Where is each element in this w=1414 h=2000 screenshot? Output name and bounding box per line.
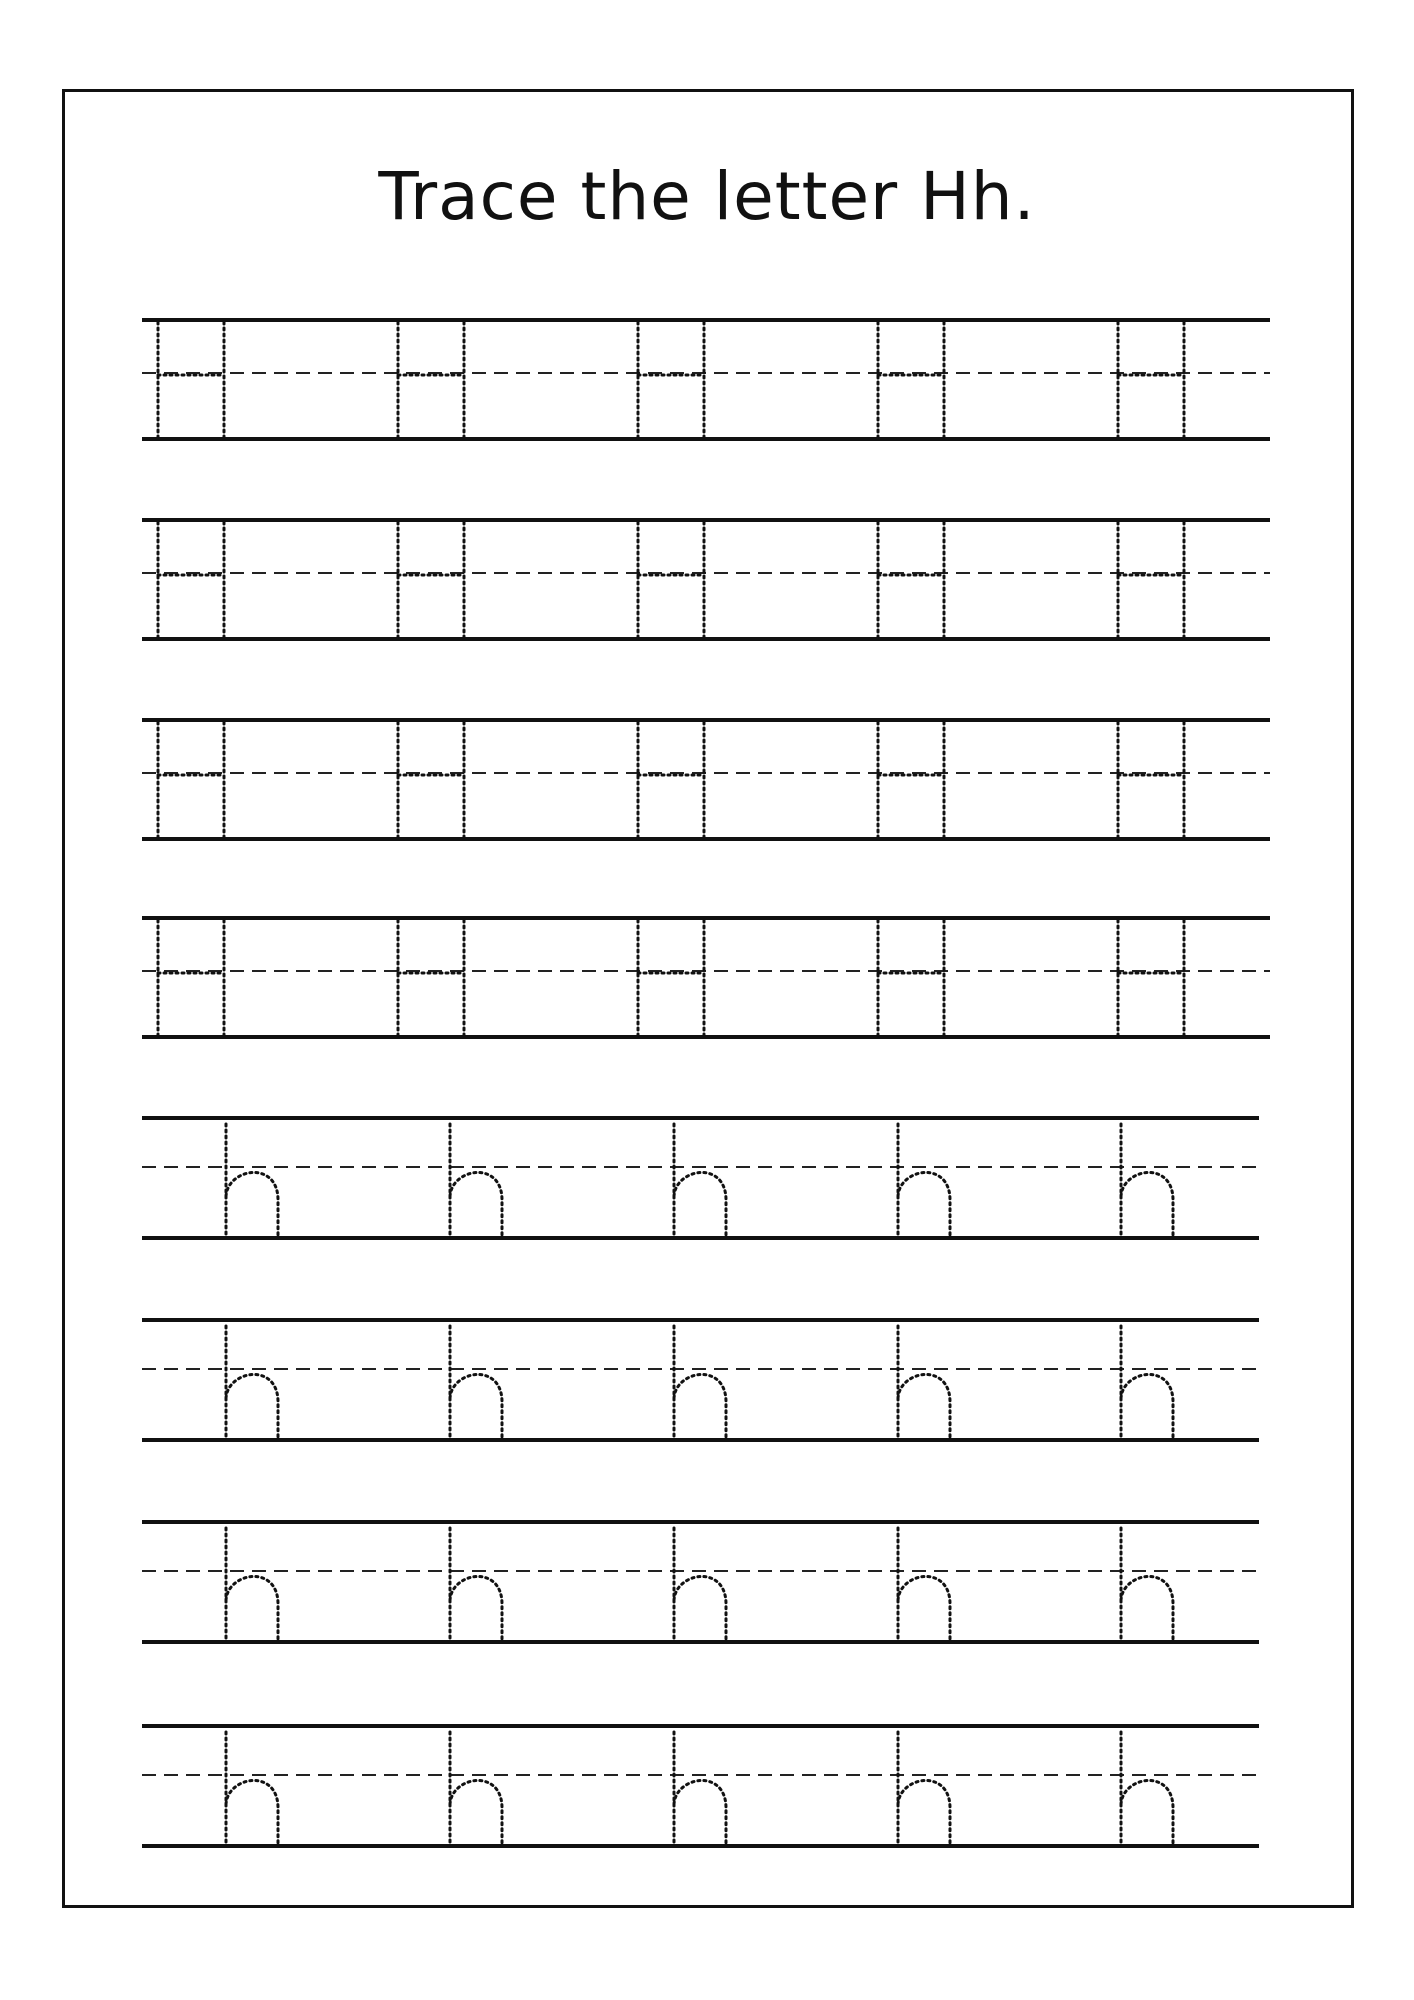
- traceable-lowercase-h: [450, 1326, 502, 1438]
- traceable-lowercase-h: [674, 1528, 726, 1640]
- traceable-uppercase-h: [638, 920, 704, 1035]
- traceable-lowercase-h: [226, 1528, 278, 1640]
- practice-row: [142, 1320, 1259, 1440]
- traceable-uppercase-h: [398, 722, 464, 837]
- traceable-uppercase-h: [1118, 920, 1184, 1035]
- traceable-uppercase-h: [158, 522, 224, 637]
- practice-row: [142, 520, 1270, 639]
- traceable-uppercase-h: [1118, 722, 1184, 837]
- traceable-lowercase-h: [898, 1124, 950, 1236]
- traceable-lowercase-h: [1121, 1326, 1173, 1438]
- practice-row: [142, 1726, 1259, 1846]
- practice-row: [142, 918, 1270, 1037]
- worksheet-title: Trace the letter Hh.: [378, 158, 1036, 235]
- practice-row: [142, 320, 1270, 439]
- traceable-uppercase-h: [878, 920, 944, 1035]
- traceable-uppercase-h: [878, 522, 944, 637]
- traceable-lowercase-h: [674, 1326, 726, 1438]
- traceable-uppercase-h: [158, 722, 224, 837]
- traceable-lowercase-h: [450, 1732, 502, 1844]
- traceable-lowercase-h: [450, 1124, 502, 1236]
- traceable-uppercase-h: [398, 920, 464, 1035]
- traceable-lowercase-h: [1121, 1124, 1173, 1236]
- practice-row: [142, 1118, 1259, 1238]
- traceable-lowercase-h: [898, 1326, 950, 1438]
- traceable-lowercase-h: [898, 1528, 950, 1640]
- traceable-uppercase-h: [878, 322, 944, 437]
- traceable-lowercase-h: [450, 1528, 502, 1640]
- traceable-lowercase-h: [226, 1326, 278, 1438]
- traceable-lowercase-h: [898, 1732, 950, 1844]
- traceable-uppercase-h: [638, 522, 704, 637]
- traceable-lowercase-h: [1121, 1732, 1173, 1844]
- practice-row: [142, 720, 1270, 839]
- traceable-lowercase-h: [226, 1124, 278, 1236]
- traceable-lowercase-h: [1121, 1528, 1173, 1640]
- traceable-lowercase-h: [674, 1124, 726, 1236]
- traceable-uppercase-h: [1118, 322, 1184, 437]
- traceable-uppercase-h: [638, 322, 704, 437]
- traceable-uppercase-h: [398, 522, 464, 637]
- traceable-lowercase-h: [674, 1732, 726, 1844]
- traceable-uppercase-h: [1118, 522, 1184, 637]
- practice-row: [142, 1522, 1259, 1642]
- traceable-uppercase-h: [158, 322, 224, 437]
- traceable-uppercase-h: [158, 920, 224, 1035]
- traceable-uppercase-h: [398, 322, 464, 437]
- traceable-uppercase-h: [878, 722, 944, 837]
- traceable-uppercase-h: [638, 722, 704, 837]
- traceable-lowercase-h: [226, 1732, 278, 1844]
